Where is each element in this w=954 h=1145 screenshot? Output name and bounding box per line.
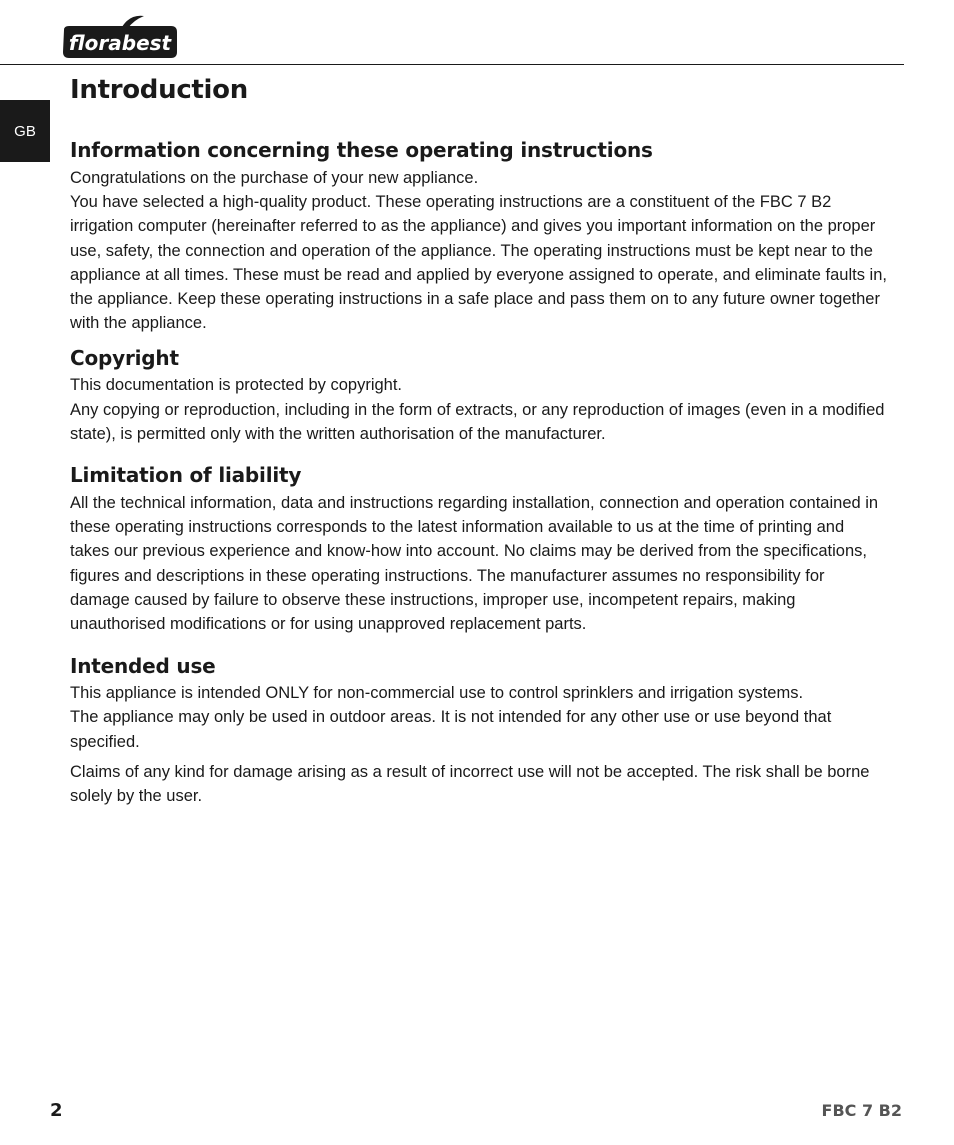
model-label: FBC 7 B2	[821, 1101, 902, 1120]
logo-wordmark: florabest	[68, 31, 172, 55]
header-divider	[0, 64, 904, 65]
paragraph: This documentation is protected by copyright.	[70, 376, 403, 395]
section-heading: Limitation of liability	[70, 463, 302, 488]
section-heading: Copyright	[70, 346, 179, 371]
paragraph: All the technical information, data and instructions regarding installation, connection and operation contained in these operating instructions corresponds to the latest information available to us at the time of printing and takes our previous experience and know-how into account. No claims may be derived from the specifications, figures and descriptions in these operating instructions. The manufacturer assumes no responsibility for damage caused by failure to observe these instructions, improper use, incompetent repairs, making unauthorised modifications or for using unapproved replacement parts.	[70, 494, 879, 634]
section-intended-use	[70, 651, 888, 808]
paragraph: Any copying or reproduction, including in the form of extracts, or any reproduction of images (even in a modified state), is permitted only with the written authorisation of the manufacturer.	[70, 400, 885, 443]
paragraph: The appliance may only be used in outdoor areas. It is not intended for any other use or use beyond that specified.	[70, 708, 832, 751]
florabest-logo-icon	[60, 12, 180, 62]
florabest-logo	[60, 12, 180, 62]
language-tab-label: GB	[14, 122, 36, 140]
section-liability	[70, 460, 888, 636]
section-heading: Intended use	[70, 654, 216, 679]
section-copyright	[70, 343, 888, 446]
section-heading: Information concerning these operating instructions	[70, 138, 653, 162]
section-information	[70, 135, 888, 335]
paragraph: You have selected a high-quality product. These operating instructions are a constituent of the FBC 7 B2 irrigation computer (hereinafter referred to as the appliance) and gives you important information on the proper use, safety, the connection and operation of the appliance. The operating instructions must be kept near to the appliance at all times. These must be read and applied by everyone assigned to operate, and eliminate faults in, the appliance. Keep these operating instructions in a safe place and pass them on to any future owner together with the appliance.	[70, 193, 887, 333]
page-content	[70, 70, 888, 808]
page-title: Introduction	[70, 75, 248, 105]
paragraph: Congratulations on the purchase of your new appliance.	[70, 169, 479, 187]
language-tab	[0, 100, 50, 162]
page-number: 2	[50, 1100, 63, 1121]
paragraph: This appliance is intended ONLY for non-commercial use to control sprinklers and irrigation systems.	[70, 684, 804, 703]
paragraph: Claims of any kind for damage arising as a result of incorrect use will not be accepted. The risk shall be borne solely by the user.	[70, 762, 870, 806]
